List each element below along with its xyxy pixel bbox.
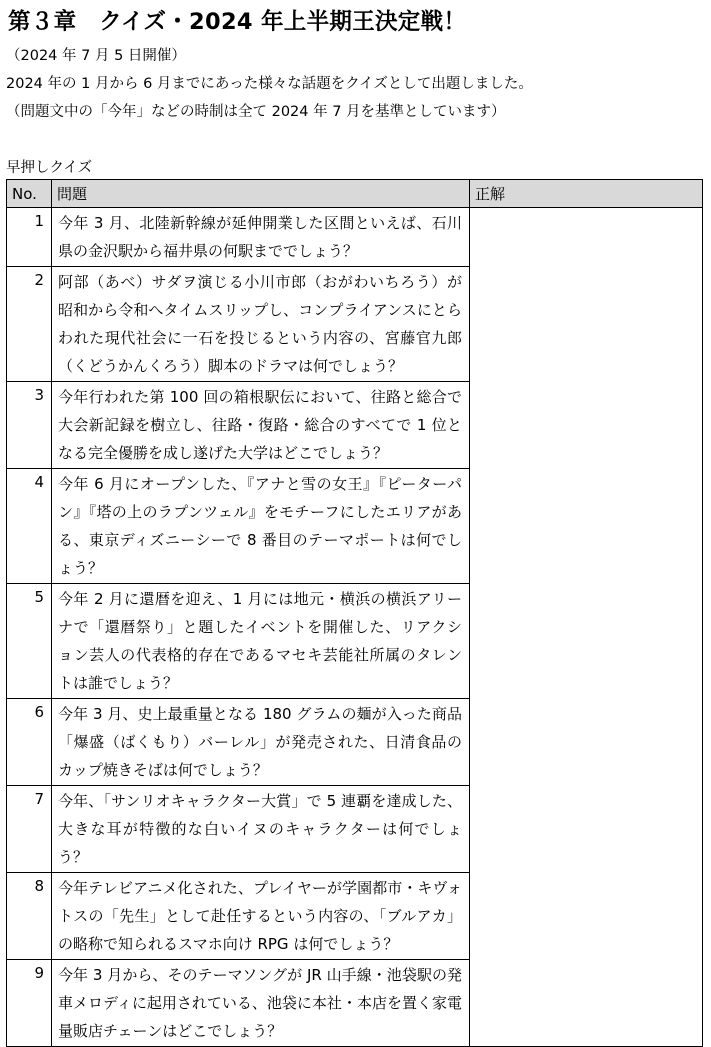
question-number: 7 [7,786,52,873]
table-header-row [7,180,703,208]
question-text: 今年 3 月、史上最重量となる 180 グラムの麺が入った商品「爆盛（ばくもり）バーレル」が発売された、日清食品のカップ焼きそばは何でしょう？ [52,699,470,786]
header-no: No. [7,180,52,208]
question-number: 8 [7,873,52,960]
question-text: 今年 6 月にオープンした、『アナと雪の女王』『ピーターパン』『塔の上のラプンツェル』をモチーフにしたエリアがある、東京ディズニーシーで 8 番目のテーマポートは何でしょう？ [52,469,470,584]
question-text: 今年 2 月に還暦を迎え、1 月には地元・横浜の横浜アリーナで「還暦祭り」と題したイベントを開催した、リアクション芸人の代表格的存在であるマセキ芸能社所属のタレントは誰でしょう？ [52,584,470,699]
question-number: 4 [7,469,52,584]
question-number: 6 [7,699,52,786]
question-text: 今年 3 月、北陸新幹線が延伸開業した区間といえば、石川県の金沢駅から福井県の何駅まででしょう？ [52,208,470,267]
question-number: 2 [7,267,52,382]
intro-text: 2024 年の 1 月から 6 月までにあった様々な話題をクイズとして出題しました。 [6,76,533,92]
question-number: 9 [7,960,52,1047]
table-row [7,208,703,267]
tense-note: （問題文中の「今年」などの時制は全て 2024 年 7 月を基準としています） [6,104,506,120]
question-number: 3 [7,382,52,469]
event-date: （2024 年 7 月 5 日開催） [6,48,186,64]
question-text: 今年テレビアニメ化された、プレイヤーが学園都市・キヴォトスの「先生」として赴任するという内容の、「ブルアカ」の略称で知られるスマホ向け RPG は何でしょう？ [52,873,470,960]
section-heading: 早押しクイズ [6,160,93,176]
answer-cell[interactable] [470,208,703,1047]
header-question: 問題 [52,180,470,208]
question-text: 今年 3 月から、そのテーマソングが JR 山手線・池袋駅の発車メロディに起用されている、池袋に本社・本店を置く家電量販店チェーンはどこでしょう？ [52,960,470,1047]
question-number: 5 [7,584,52,699]
question-text: 今年、「サンリオキャラクター大賞」で 5 連覇を達成した、大きな耳が特徴的な白いイヌのキャラクターは何でしょう？ [52,786,470,873]
quiz-table [6,179,703,1047]
header-answer: 正解 [470,180,703,208]
question-number: 1 [7,208,52,267]
question-text: 阿部（あべ）サダヲ演じる小川市郎（おがわいちろう）が昭和から令和へタイムスリップし、コンプライアンスにとらわれた現代社会に一石を投じるという内容の、宮藤官九郎（くどうかんくろう）脚本のドラマは何でしょう？ [52,267,470,382]
chapter-title: 第３章 クイズ・2024 年上半期王決定戦！ [8,9,467,35]
question-text: 今年行われた第 100 回の箱根駅伝において、往路と総合で大会新記録を樹立し、往路・復路・総合のすべてで 1 位となる完全優勝を成し遂げた大学はどこでしょう？ [52,382,470,469]
